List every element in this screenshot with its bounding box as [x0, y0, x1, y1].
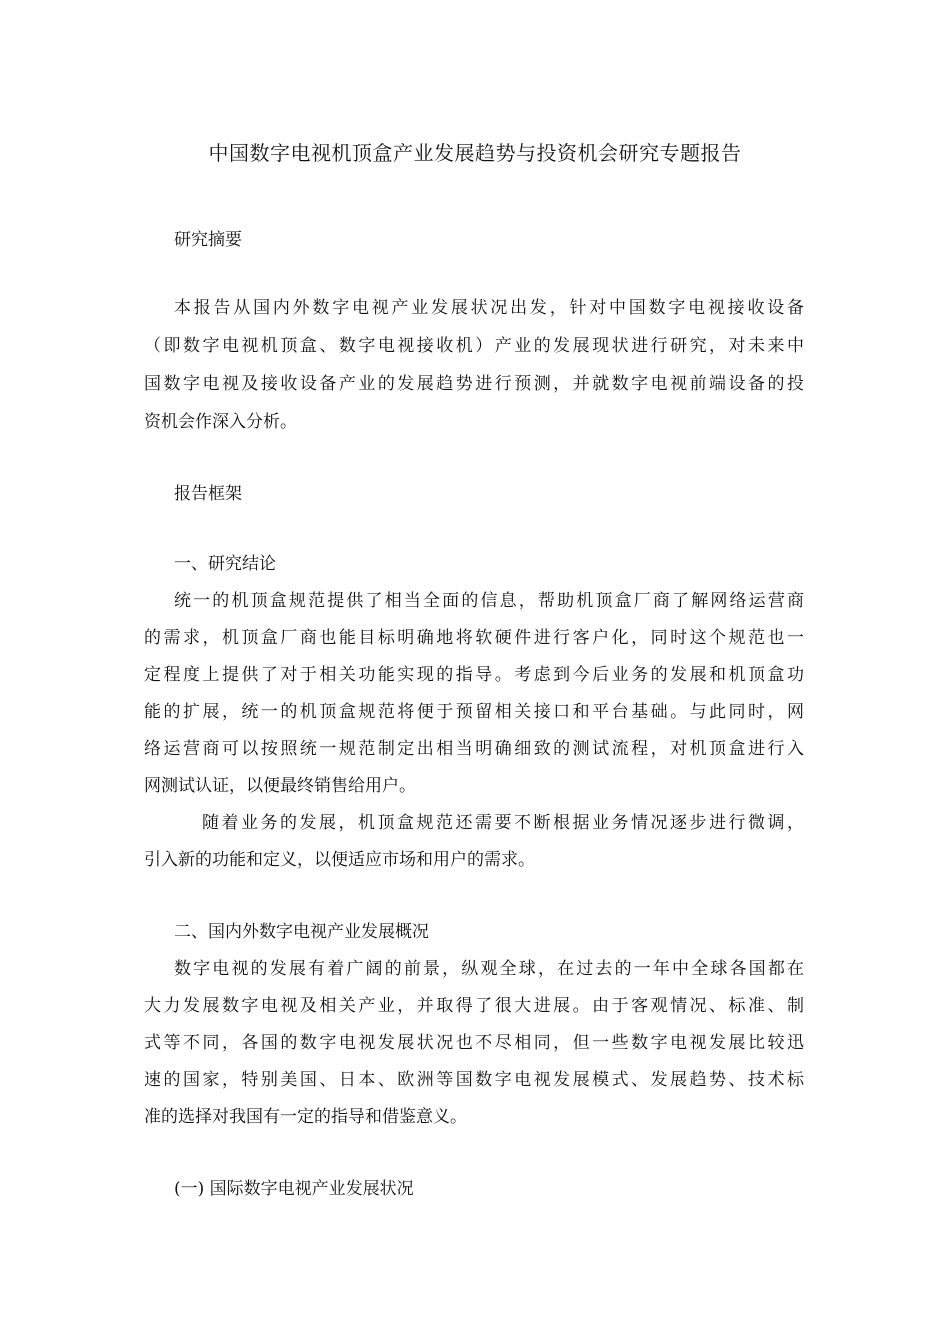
section-2-p1-line-3: 式等不同，各国的数字电视发展状况也不尽相同，但一些数字电视发展比较迅 [144, 1033, 804, 1053]
section-1-p2-line-1: 随着业务的发展，机顶盒规范还需要不断根据业务情况逐步进行微调， [202, 813, 804, 833]
section-2-p1-line-5: 准的选择对我国有一定的指导和借鉴意义。 [144, 1107, 467, 1127]
section-2-p1-line-4: 速的国家，特别美国、日本、欧洲等国数字电视发展模式、发展趋势、技术标 [144, 1070, 804, 1090]
section-1-p1-line-1: 统一的机顶盒规范提供了相当全面的信息，帮助机顶盒厂商了解网络运营商 [174, 591, 804, 611]
section-1-p1-line-6: 网测试认证，以便最终销售给用户。 [144, 776, 416, 796]
abstract-line-4: 资机会作深入分析。 [144, 412, 297, 432]
section-2-p1-line-2: 大力发展数字电视及相关产业，并取得了很大进展。由于客观情况、标准、制 [144, 996, 804, 1016]
abstract-line-1: 本报告从国内外数字电视产业发展状况出发，针对中国数字电视接收设备 [174, 298, 804, 318]
section-2-heading: 二、国内外数字电视产业发展概况 [174, 922, 429, 942]
section-1-p1-line-4: 能的扩展，统一的机顶盒规范将便于预留相关接口和平台基础。与此同时，网 [144, 702, 804, 722]
subsection-1-heading: (一) 国际数字电视产业发展状况 [174, 1179, 414, 1199]
abstract-heading: 研究摘要 [174, 230, 242, 250]
section-2-p1-line-1: 数字电视的发展有着广阔的前景，纵观全球，在过去的一年中全球各国都在 [174, 959, 804, 979]
abstract-line-2: （即数字电视机顶盒、数字电视接收机）产业的发展现状进行研究，对未来中 [144, 336, 804, 356]
page-title: 中国数字电视机顶盒产业发展趋势与投资机会研究专题报告 [208, 141, 742, 165]
abstract-line-3: 国数字电视及接收设备产业的发展趋势进行预测，并就数字电视前端设备的投 [144, 374, 804, 394]
section-1-p2-line-2: 引入新的功能和定义，以便适应市场和用户的需求。 [144, 850, 535, 870]
section-1-p1-line-3: 定程度上提供了对于相关功能实现的指导。考虑到今后业务的发展和机顶盒功 [144, 665, 804, 685]
section-1-p1-line-2: 的需求，机顶盒厂商也能目标明确地将软硬件进行客户化，同时这个规范也一 [144, 628, 804, 648]
section-1-heading: 一、研究结论 [174, 554, 276, 574]
framework-heading: 报告框架 [174, 484, 242, 504]
section-1-p1-line-5: 络运营商可以按照统一规范制定出相当明确细致的测试流程，对机顶盒进行入 [144, 739, 804, 759]
